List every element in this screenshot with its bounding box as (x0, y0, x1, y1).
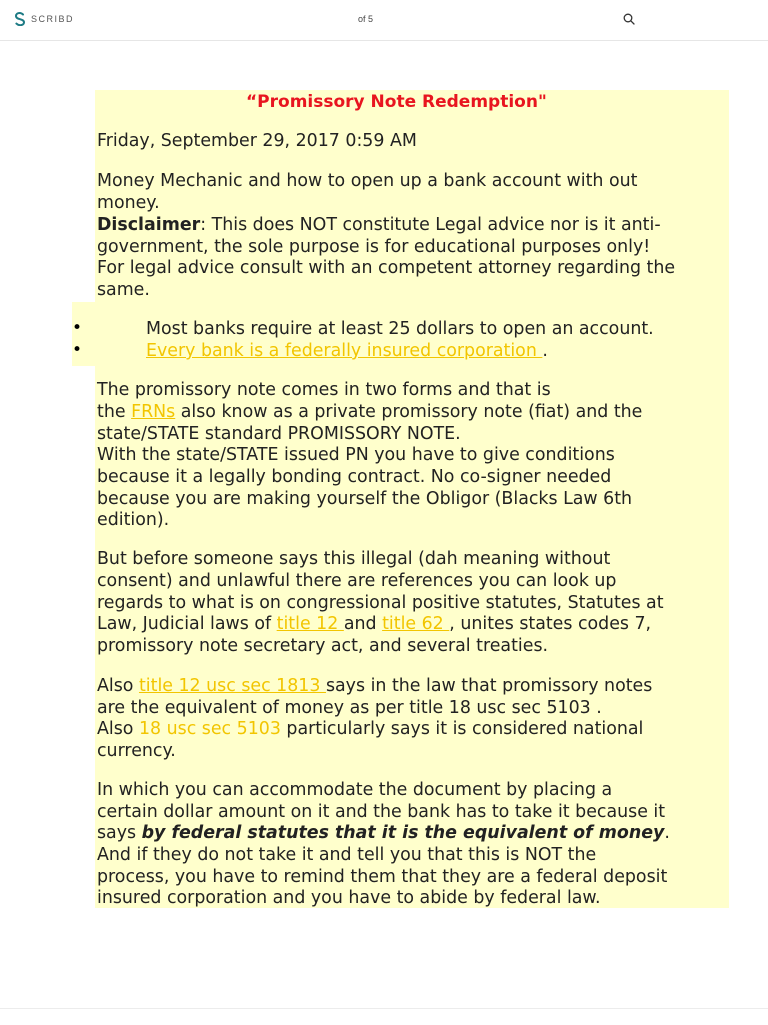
paragraph-line: With the state/STATE issued PN you have to give conditions (97, 445, 615, 465)
bottom-toolbar (0, 1008, 768, 1025)
paragraph-line: But before someone says this illegal (dah meaning without (97, 549, 611, 569)
text-span: particularly says it is considered national (280, 719, 644, 739)
paragraph-line: same. (97, 280, 150, 300)
bullet-marker: • (72, 318, 83, 338)
text-span: the (97, 402, 132, 422)
emphasis-text: by federal statutes that it is the equivalent of money (141, 823, 665, 843)
paragraph-line (97, 823, 670, 843)
paragraph-line (97, 676, 652, 696)
paragraph-line: consent) and unlawful there are references you can look up (97, 571, 617, 591)
paragraph-line: regards to what is on congressional positive statutes, Statutes at (97, 593, 664, 613)
list-item (146, 341, 548, 361)
federally-insured-link[interactable]: Every bank is a federally insured corporation (146, 341, 543, 361)
paragraph-line: because it a legally bonding contract. No co-signer needed (97, 467, 612, 487)
paragraph-line: because you are making yourself the Obligor (Blacks Law 6th (97, 489, 633, 509)
text-span: says in the law that promissory notes (325, 676, 653, 696)
document-date: Friday, September 29, 2017 0:59 AM (97, 131, 417, 151)
document-title: “Promissory Note Redemption" (246, 92, 547, 112)
paragraph-line (97, 614, 651, 634)
paragraph-line: In which you can accommodate the document by placing a (97, 780, 613, 800)
paragraph-line: And if they do not take it and tell you that this is NOT the (97, 845, 597, 865)
paragraph-line: currency. (97, 741, 176, 761)
paragraph-line: The promissory note comes in two forms and that is (97, 380, 551, 400)
18-usc-5103-link[interactable]: 18 usc sec 5103 (138, 719, 281, 739)
title-12-usc-1813-link[interactable]: title 12 usc sec 1813 (138, 676, 326, 696)
text-span: also know as a private promissory note (fiat) and the (175, 402, 643, 422)
title-62-link[interactable]: title 62 (382, 614, 450, 634)
text-span: : This does NOT constitute Legal advice nor is it anti- (200, 215, 661, 235)
text-span: says (97, 823, 142, 843)
paragraph-line: are the equivalent of money as per title 18 usc sec 5103 . (97, 698, 602, 718)
logo-text: SCRIBD (31, 14, 75, 24)
text-span: Also (97, 719, 139, 739)
paragraph-line (97, 719, 643, 739)
frns-link[interactable]: FRNs (131, 402, 176, 422)
list-item: Most banks require at least 25 dollars to open an account. (146, 319, 654, 339)
bullet-marker: • (72, 340, 83, 360)
text-span: and (343, 614, 383, 634)
paragraph-line: For legal advice consult with an competent attorney regarding the (97, 258, 676, 278)
text-span: . (664, 823, 670, 843)
paragraph-line (97, 402, 642, 422)
paragraph-line: Money Mechanic and how to open up a bank account with out (97, 171, 638, 191)
paragraph-line: edition). (97, 510, 170, 530)
paragraph-line: process, you have to remind them that they are a federal deposit (97, 867, 668, 887)
paragraph-line: promissory note secretary act, and several treaties. (97, 636, 549, 656)
paragraph-line: government, the sole purpose is for educational purposes only! (97, 237, 651, 257)
title-12-link[interactable]: title 12 (276, 614, 344, 634)
text-span: , unites states codes 7, (449, 614, 652, 634)
disclaimer-label: Disclaimer (97, 215, 201, 235)
text-span: Also (97, 676, 139, 696)
page-count: of 5 (358, 14, 374, 24)
paragraph-line: money. (97, 193, 160, 213)
text-span: Law, Judicial laws of (97, 614, 277, 634)
paragraph-line: insured corporation and you have to abide by federal law. (97, 888, 601, 908)
text-span: . (542, 341, 548, 361)
paragraph-line (97, 215, 661, 235)
paragraph-line: certain dollar amount on it and the bank has to take it because it (97, 802, 666, 822)
paragraph-line: state/STATE standard PROMISSORY NOTE. (97, 424, 461, 444)
